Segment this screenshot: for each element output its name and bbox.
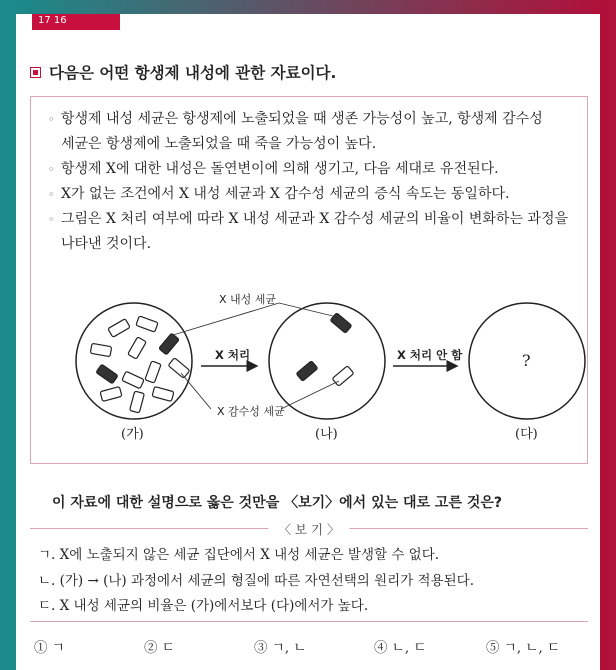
statement-text: 항생제 내성 세균은 항생제에 노출되었을 때 생존 가능성이 높고, 항생제 감수성 [61,111,543,127]
choice-5[interactable]: ⑤ ㄱ, ㄴ, ㄷ [486,640,561,656]
bacteria-figure [31,293,587,463]
unknown-result: ? [522,351,531,370]
bogi-title: 〈 보 기 〉 [268,520,349,538]
square-bullet-icon [30,67,41,78]
label-resistant-bacteria: X 내성 세균 [219,293,277,306]
statement-text: X가 없는 조건에서 X 내성 세균과 X 감수성 세균의 증식 속도는 동일하다. [61,186,510,202]
label-arrow-x-treatment: X 처리 [215,348,251,362]
label-susceptible-bacteria: X 감수성 세균 [217,405,285,418]
choice-3[interactable]: ③ ㄱ, ㄴ [254,640,307,656]
circle-bullet-icon: ◦ [48,113,55,126]
bogi-item: ㄷ. X 내성 세균의 비율은 (가)에서보다 (다)에서가 높다. [38,598,369,614]
choice-1[interactable]: ① ㄱ [34,640,65,656]
statement-item [47,207,583,232]
question-page [16,14,600,670]
statement-text: 나타낸 것이다. [61,236,152,252]
pointer-resistant-a [173,303,279,335]
statement-list [47,107,583,257]
circle-bullet-icon: ◦ [48,188,55,201]
figure-drawing [31,293,587,463]
choice-4[interactable]: ④ ㄴ, ㄷ [374,640,427,656]
choice-2[interactable]: ② ㄷ [144,640,175,656]
dish-b [269,303,385,419]
question-number-tab: 17 16 [32,14,120,30]
material-box [30,96,588,464]
answer-choices [30,636,590,656]
bogi-item: ㄴ. (가) → (나) 과정에서 세균의 형질에 따른 자연선택의 원리가 적용된다. [38,572,474,589]
header-title: 다음은 어떤 항생제 내성에 관한 자료이다. [49,64,337,82]
bogi-box [30,522,588,622]
bogi-item: ㄱ. X에 노출되지 않은 세균 집단에서 X 내성 세균은 발생할 수 없다. [38,547,440,563]
statement-item [47,182,583,207]
circle-bullet-icon: ◦ [48,163,55,176]
pointer-susceptible-a [181,373,211,409]
statement-item [47,107,583,132]
statement-item-continued [47,132,583,157]
statement-item-continued [47,232,583,257]
circle-bullet-icon: ◦ [48,213,55,226]
caption-c: (다) [515,427,538,442]
caption-b: (나) [315,427,338,442]
question-header [30,60,590,84]
bogi-list [38,543,474,620]
statement-item [47,157,583,182]
caption-a: (가) [121,427,144,442]
statement-text: 세균은 항생제에 노출되었을 때 죽을 가능성이 높다. [61,136,377,152]
statement-text: 항생제 X에 대한 내성은 돌연변이에 의해 생기고, 다음 세대로 유전된다. [61,161,499,177]
statement-text: 그림은 X 처리 여부에 따라 X 내성 세균과 X 감수성 세균의 비율이 변화하는 과정을 [61,211,568,227]
label-arrow-no-treatment: X 처리 안 함 [397,348,463,362]
question-prompt: 이 자료에 대한 설명으로 옳은 것만을 〈보기〉에서 있는 대로 고른 것은? [52,495,503,511]
